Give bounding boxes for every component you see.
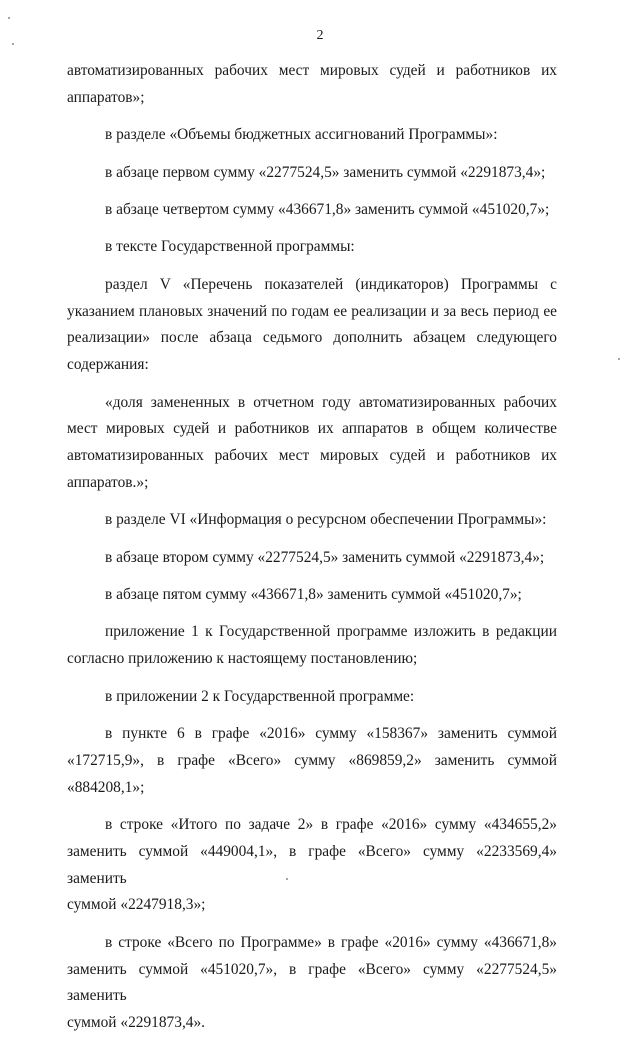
- text-line: указанием плановых значений по годам ее реализации и за весь период ее: [67, 302, 557, 320]
- text-line: согласно приложению к настоящему постановлению;: [67, 650, 418, 668]
- document-body: [67, 58, 557, 1037]
- paragraph: [67, 272, 557, 379]
- text-line: в абзаце втором сумму «2277524,5» заменить суммой «2291873,4»;: [105, 548, 545, 566]
- text-line: суммой «2247918,3»;: [67, 896, 206, 914]
- text-line: приложение 1 к Государственной программе изложить в редакции: [105, 623, 557, 641]
- paragraph: [67, 507, 557, 534]
- text-line: аппаратов»;: [67, 88, 145, 106]
- text-line: в тексте Государственной программы:: [105, 238, 355, 256]
- text-line: в приложении 2 к Государственной программе:: [105, 687, 415, 705]
- paragraph: [67, 930, 557, 1037]
- text-line: автоматизированных рабочих мест мировых судей и работников их: [67, 447, 557, 465]
- scan-speck: [618, 358, 620, 360]
- text-line: «884208,1»;: [67, 778, 145, 796]
- text-line: в строке «Итого по задаче 2» в графе «2016» сумму «434655,2»: [105, 816, 557, 834]
- paragraph: [67, 582, 557, 609]
- paragraph: [67, 721, 557, 801]
- text-line: раздел V «Перечень показателей (индикаторов) Программы с: [105, 275, 557, 293]
- paragraph: [67, 160, 557, 187]
- text-line: содержания:: [67, 356, 149, 374]
- text-line: в разделе VI «Информация о ресурсном обеспечении Программы»:: [105, 511, 547, 529]
- paragraph: [67, 197, 557, 224]
- paragraph: [67, 545, 557, 572]
- paragraph: [67, 58, 557, 112]
- text-line: в абзаце первом сумму «2277524,5» заменить суммой «2291873,4»;: [105, 163, 546, 181]
- text-line: заменить суммой «449004,1», в графе «Всего» сумму «2233569,4» заменить: [67, 842, 557, 887]
- text-line: в пункте 6 в графе «2016» сумму «158367» заменить суммой: [105, 725, 557, 743]
- text-line: аппаратов.»;: [67, 473, 149, 491]
- paragraph: [67, 234, 557, 261]
- text-line: «доля замененных в отчетном году автоматизированных рабочих: [105, 393, 557, 411]
- text-line: в абзаце четвертом сумму «436671,8» заменить суммой «451020,7»;: [105, 200, 550, 218]
- text-line: заменить суммой «451020,7», в графе «Всего» сумму «2277524,5» заменить: [67, 960, 557, 1005]
- text-line: «172715,9», в графе «Всего» сумму «869859,2» заменить суммой: [67, 751, 557, 769]
- text-line: в разделе «Объемы бюджетных ассигнований Программы»:: [105, 126, 498, 144]
- text-line: автоматизированных рабочих мест мировых судей и работников их: [67, 62, 557, 79]
- text-line: в абзаце пятом сумму «436671,8» заменить суммой «451020,7»;: [105, 586, 522, 604]
- paragraph: [67, 390, 557, 497]
- scan-speck: [8, 17, 10, 19]
- text-line: мест мировых судей и работников их аппаратов в общем количестве: [67, 420, 557, 438]
- text-line: суммой «2291873,4».: [67, 1014, 206, 1032]
- paragraph: [67, 812, 557, 919]
- paragraph: [67, 122, 557, 149]
- text-line: в строке «Всего по Программе» в графе «2016» сумму «436671,8»: [105, 933, 557, 951]
- paragraph: [67, 684, 557, 711]
- page-number: 2: [316, 28, 324, 43]
- text-line: реализации» после абзаца седьмого дополнить абзацем следующего: [67, 329, 557, 347]
- paragraph: [67, 619, 557, 673]
